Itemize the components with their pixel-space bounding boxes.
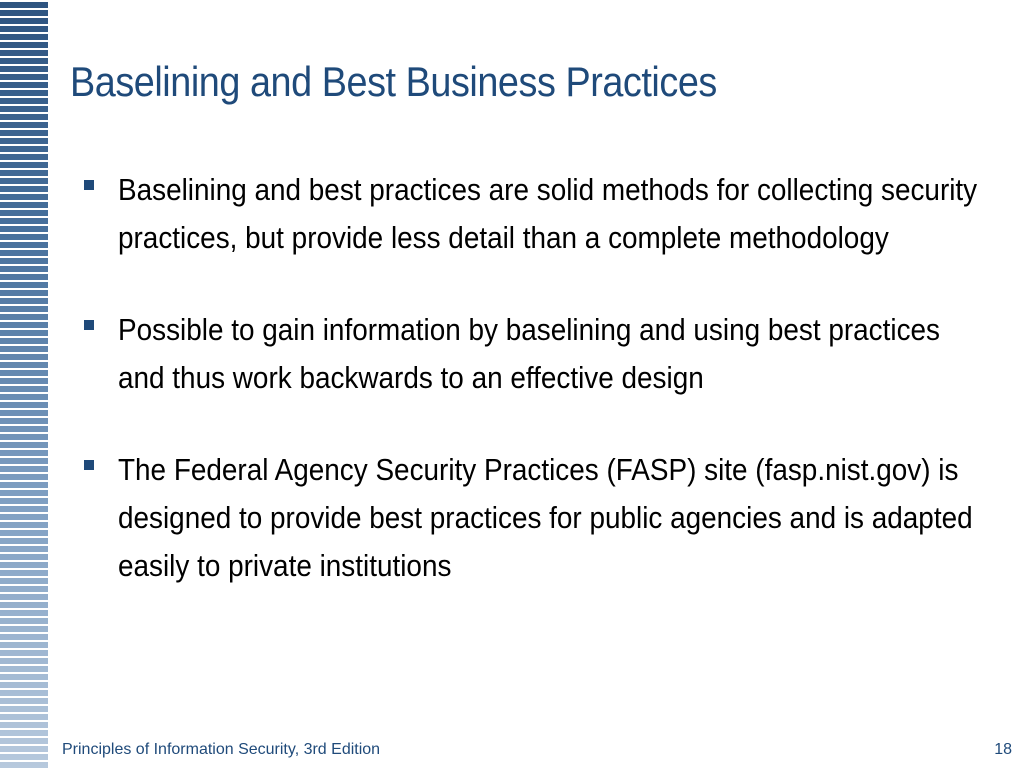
bullet-list [80, 166, 1000, 634]
square-bullet-icon [84, 460, 94, 470]
square-bullet-icon [84, 320, 94, 330]
bullet-text: The Federal Agency Security Practices (FASP) site (fasp.nist.gov) is designed to provide best practices for public agencies and is adapted easily to private institutions [118, 452, 973, 583]
bullet-item [80, 446, 1000, 590]
slide-title: Baselining and Best Business Practices [70, 58, 717, 105]
bullet-text: Baselining and best practices are solid methods for collecting security practices, but provide less detail than a complete methodology [118, 172, 978, 255]
footer-source: Principles of Information Security, 3rd Edition [62, 741, 381, 758]
bullet-item [80, 306, 1000, 402]
bullet-text: Possible to gain information by baselining and using best practices and thus work backwards to an effective design [118, 312, 940, 395]
decorative-striped-sidebar [0, 0, 48, 768]
square-bullet-icon [84, 180, 94, 190]
bullet-item [80, 166, 1000, 262]
page-number: 18 [994, 741, 1012, 758]
